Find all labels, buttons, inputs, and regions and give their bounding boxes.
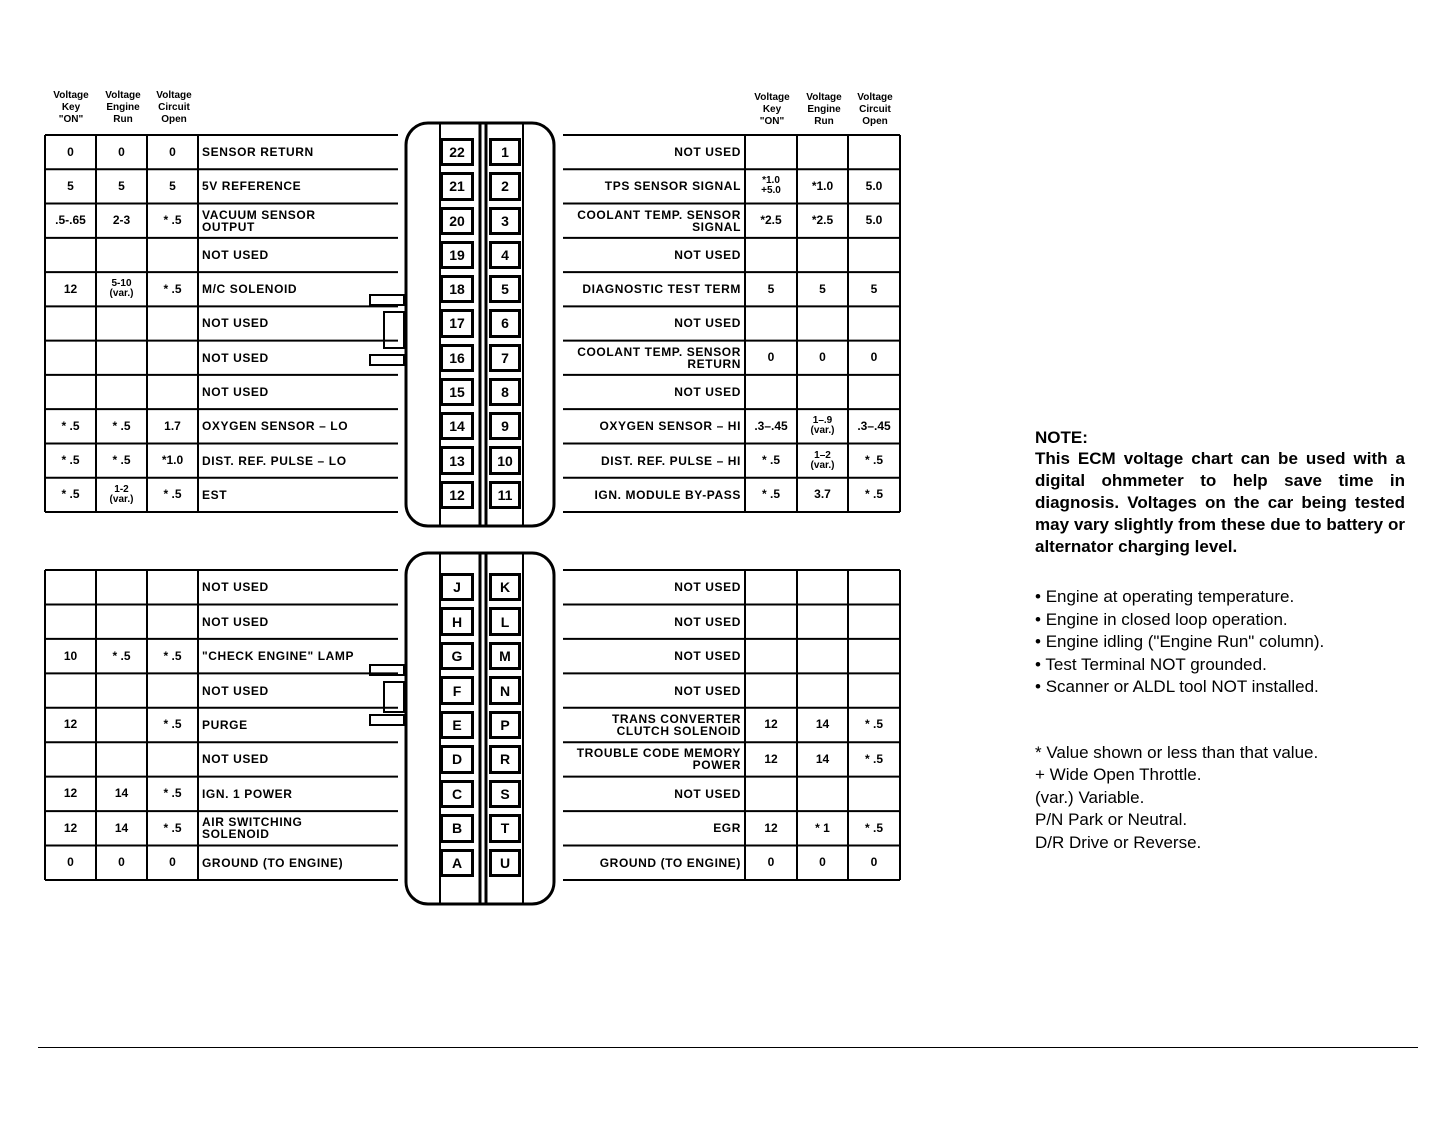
right-engine-run-cell	[797, 673, 848, 707]
pin-r: R	[489, 745, 521, 773]
left-circuit-label: NOT USED	[202, 752, 269, 767]
pin-15: 15	[440, 378, 474, 406]
left-engine-run-cell: 2-3	[112, 213, 131, 228]
left-circuit-open-cell	[147, 673, 198, 707]
left-key-on-cell: * .5	[61, 487, 80, 502]
left-circuit-label: NOT USED	[202, 580, 269, 595]
pin-f: F	[440, 676, 474, 704]
note-panel	[1035, 428, 1405, 854]
pin-u: U	[489, 849, 521, 877]
right-key-on-cell	[745, 375, 797, 409]
left-circuit-label: NOT USED	[202, 247, 269, 262]
note-body: This ECM voltage chart can be used with a digital ohmmeter to help save time in diagnosis. Voltages on the car being tested may vary slightly from these due to battery or alternator charging level.	[1035, 449, 1405, 556]
left-circuit-label: M/C SOLENOID	[202, 282, 298, 297]
right-key-on-cell: * .5	[761, 453, 780, 468]
right-key-on-cell	[745, 604, 797, 638]
left-circuit-open-cell	[147, 604, 198, 638]
right-circuit-open-cell: 0	[870, 855, 878, 870]
bottom-rule	[38, 1047, 1418, 1048]
left-circuit-label: "CHECK ENGINE" LAMP	[202, 649, 355, 664]
right-engine-run-cell: 1–2 (var.)	[810, 449, 835, 471]
left-circuit-open-cell	[147, 742, 198, 776]
right-circuit-open-cell: * .5	[864, 487, 883, 502]
right-key-on-cell: *1.0 +5.0	[761, 175, 781, 197]
left-engine-run-cell: * .5	[112, 418, 131, 433]
right-engine-run-cell: 3.7	[814, 487, 831, 502]
left-engine-run-cell	[96, 604, 147, 638]
right-engine-run-cell	[797, 777, 848, 811]
condition-item	[1035, 586, 1405, 609]
legend-symbol: (var.)	[1035, 787, 1074, 807]
left-engine-run-cell: 0	[118, 855, 125, 870]
right-key-on-cell	[745, 306, 797, 340]
right-circuit-open-cell	[848, 135, 900, 169]
pin-l: L	[489, 607, 521, 635]
left-header-0: Voltage Key "ON"	[53, 90, 89, 125]
pin-11: 11	[489, 481, 521, 509]
legend-text: Wide Open Throttle.	[1049, 765, 1202, 784]
left-circuit-label: AIR SWITCHING SOLENOID	[202, 815, 303, 842]
pin-j: J	[440, 573, 474, 601]
bullet-icon: •	[1035, 632, 1046, 651]
left-engine-run-cell: 14	[114, 786, 129, 801]
left-circuit-label: NOT USED	[202, 316, 269, 331]
conditions-list	[1035, 586, 1405, 699]
left-circuit-open-cell: 5	[169, 178, 176, 193]
pin-5: 5	[489, 275, 521, 303]
legend-text: Drive or Reverse.	[1069, 832, 1202, 852]
right-circuit-label: TPS SENSOR SIGNAL	[604, 179, 741, 194]
condition-item	[1035, 676, 1405, 699]
left-circuit-open-cell: * .5	[163, 281, 182, 296]
condition-text: Scanner or ALDL tool NOT installed.	[1045, 677, 1319, 696]
right-circuit-label: NOT USED	[674, 649, 741, 664]
right-key-on-cell	[745, 777, 797, 811]
pin-p: P	[489, 711, 521, 739]
pin-14: 14	[440, 412, 474, 440]
right-circuit-open-cell: * .5	[864, 453, 883, 468]
right-circuit-open-cell	[848, 238, 900, 272]
left-circuit-open-cell: * .5	[163, 820, 182, 835]
left-circuit-open-cell: * .5	[163, 213, 182, 228]
pin-6: 6	[489, 309, 521, 337]
right-circuit-open-cell	[848, 570, 900, 604]
right-engine-run-cell	[797, 639, 848, 673]
left-circuit-open-cell	[147, 341, 198, 375]
right-circuit-label: TROUBLE CODE MEMORY POWER	[576, 746, 741, 773]
left-key-on-cell	[45, 673, 96, 707]
pin-b: B	[440, 814, 474, 842]
left-key-on-cell: 5	[67, 178, 74, 193]
right-circuit-label: EGR	[713, 821, 741, 836]
left-key-on-cell: 0	[67, 144, 74, 159]
right-key-on-cell: 12	[764, 717, 778, 732]
left-key-on-cell	[45, 604, 96, 638]
pin-17: 17	[440, 309, 474, 337]
left-key-on-cell: .5-.65	[55, 213, 86, 228]
left-engine-run-cell	[96, 708, 147, 742]
left-circuit-open-cell: 1.7	[164, 418, 181, 433]
right-key-on-cell	[745, 238, 797, 272]
left-engine-run-cell: * .5	[112, 648, 131, 663]
pin-13: 13	[440, 446, 474, 474]
right-engine-run-cell: * 1	[815, 820, 830, 835]
pin-c: C	[440, 780, 474, 808]
left-circuit-label: OXYGEN SENSOR – LO	[202, 419, 349, 434]
right-circuit-open-cell: .3–.45	[857, 418, 891, 433]
condition-text: Engine idling ("Engine Run" column).	[1045, 632, 1325, 651]
legend-item	[1035, 787, 1405, 810]
pin-4: 4	[489, 241, 521, 269]
left-engine-run-cell	[96, 375, 147, 409]
right-engine-run-cell: 0	[819, 855, 826, 870]
right-circuit-open-cell: 0	[870, 350, 878, 365]
right-circuit-open-cell	[848, 673, 900, 707]
right-header-2: Voltage Circuit Open	[857, 92, 893, 127]
right-engine-run-cell: *2.5	[811, 213, 834, 228]
right-key-on-cell	[745, 570, 797, 604]
left-key-on-cell: * .5	[61, 418, 80, 433]
right-circuit-open-cell	[848, 777, 900, 811]
left-circuit-label: GROUND (TO ENGINE)	[202, 855, 344, 870]
right-engine-run-cell	[797, 306, 848, 340]
legend-item	[1035, 764, 1405, 787]
pin-d: D	[440, 745, 474, 773]
left-key-on-cell	[45, 375, 96, 409]
left-circuit-open-cell: *1.0	[161, 453, 184, 468]
right-key-on-cell	[745, 135, 797, 169]
legend-symbol: *	[1035, 742, 1042, 762]
pin-20: 20	[440, 207, 474, 235]
left-circuit-label: NOT USED	[202, 350, 269, 365]
left-circuit-open-cell	[147, 238, 198, 272]
pin-7: 7	[489, 344, 521, 372]
legend-text: Park or Neutral.	[1068, 810, 1188, 829]
pin-a: A	[440, 849, 474, 877]
right-key-on-cell: .3–.45	[754, 418, 788, 433]
left-key-on-cell: 12	[63, 820, 78, 835]
legend-symbol: P/N	[1035, 810, 1064, 829]
pin-3: 3	[489, 207, 521, 235]
right-engine-run-cell	[797, 238, 848, 272]
left-key-on-cell	[45, 306, 96, 340]
left-circuit-open-cell: 0	[169, 144, 176, 159]
left-engine-run-cell: 0	[118, 144, 125, 159]
right-key-on-cell: 0	[767, 350, 775, 365]
legend-item	[1035, 742, 1405, 765]
right-header-1: Voltage Engine Run	[806, 92, 842, 127]
pin-m: M	[489, 642, 521, 670]
left-engine-run-cell	[96, 306, 147, 340]
left-circuit-label: NOT USED	[202, 683, 269, 698]
pin-12: 12	[440, 481, 474, 509]
right-key-on-cell: 12	[764, 820, 778, 835]
pin-n: N	[489, 676, 521, 704]
pin-h: H	[440, 607, 474, 635]
right-circuit-label: DIAGNOSTIC TEST TERM	[582, 282, 741, 297]
left-circuit-label: PURGE	[202, 717, 248, 732]
right-circuit-open-cell	[848, 375, 900, 409]
right-circuit-open-cell: 5.0	[865, 213, 883, 228]
left-circuit-open-cell: * .5	[163, 648, 182, 663]
left-engine-run-cell: 5	[118, 178, 125, 193]
right-circuit-label: NOT USED	[674, 683, 741, 698]
right-key-on-cell: 5	[767, 281, 775, 296]
right-key-on-cell	[745, 673, 797, 707]
condition-text: Test Terminal NOT grounded.	[1045, 654, 1267, 674]
left-circuit-label: IGN. 1 POWER	[202, 786, 293, 801]
left-engine-run-cell	[96, 238, 147, 272]
left-key-on-cell: 12	[63, 786, 78, 801]
left-circuit-open-cell	[147, 570, 198, 604]
right-header-0: Voltage Key "ON"	[754, 92, 790, 127]
bullet-icon: •	[1035, 677, 1046, 696]
left-header-1: Voltage Engine Run	[105, 90, 141, 125]
left-key-on-cell: * .5	[61, 453, 80, 468]
left-circuit-label: EST	[202, 487, 228, 502]
pin-2: 2	[489, 172, 521, 200]
right-circuit-open-cell: 5	[870, 281, 878, 296]
right-engine-run-cell	[797, 570, 848, 604]
right-circuit-label: DIST. REF. PULSE – HI	[601, 453, 741, 468]
right-circuit-label: OXYGEN SENSOR – HI	[599, 419, 741, 434]
legend-list	[1035, 742, 1405, 855]
right-circuit-label: COOLANT TEMP. SENSOR SIGNAL	[577, 207, 741, 234]
left-circuit-open-cell: * .5	[163, 786, 182, 801]
left-circuit-label: NOT USED	[202, 385, 269, 400]
left-engine-run-cell: * .5	[112, 453, 131, 468]
right-circuit-open-cell: * .5	[864, 717, 883, 732]
right-circuit-label: NOT USED	[674, 385, 741, 400]
pin-22: 22	[440, 138, 474, 166]
pin-t: T	[489, 814, 521, 842]
right-engine-run-cell	[797, 135, 848, 169]
note-title: NOTE:	[1035, 428, 1088, 447]
right-engine-run-cell: *1.0	[811, 178, 834, 193]
right-circuit-open-cell	[848, 639, 900, 673]
left-engine-run-cell: 1-2 (var.)	[109, 483, 134, 505]
right-circuit-open-cell: * .5	[864, 751, 883, 766]
pin-16: 16	[440, 344, 474, 372]
right-engine-run-cell: 14	[815, 751, 830, 766]
pin-g: G	[440, 642, 474, 670]
right-circuit-label: COOLANT TEMP. SENSOR RETURN	[577, 344, 741, 371]
right-circuit-label: TRANS CONVERTER CLUTCH SOLENOID	[611, 711, 741, 738]
condition-item	[1035, 609, 1405, 632]
left-engine-run-cell	[96, 570, 147, 604]
bullet-icon: •	[1035, 609, 1046, 629]
legend-symbol: +	[1035, 765, 1045, 784]
right-key-on-cell: 12	[764, 751, 778, 766]
bullet-icon: •	[1035, 654, 1046, 674]
pin-1: 1	[489, 138, 521, 166]
left-circuit-open-cell	[147, 375, 198, 409]
legend-item	[1035, 832, 1405, 855]
right-key-on-cell: 0	[767, 855, 775, 870]
legend-text: Value shown or less than that value.	[1046, 742, 1319, 762]
pin-21: 21	[440, 172, 474, 200]
left-circuit-open-cell	[147, 306, 198, 340]
pin-8: 8	[489, 378, 521, 406]
right-engine-run-cell: 14	[815, 717, 830, 732]
left-engine-run-cell	[96, 742, 147, 776]
pin-18: 18	[440, 275, 474, 303]
left-engine-run-cell: 5-10 (var.)	[109, 278, 134, 300]
right-circuit-label: NOT USED	[674, 786, 741, 801]
left-circuit-label: SENSOR RETURN	[202, 145, 314, 160]
right-engine-run-cell	[797, 604, 848, 638]
left-engine-run-cell	[96, 673, 147, 707]
right-circuit-label: NOT USED	[674, 145, 741, 160]
legend-item	[1035, 809, 1405, 832]
right-circuit-label: NOT USED	[674, 247, 741, 262]
left-circuit-open-cell: * .5	[163, 487, 182, 502]
right-engine-run-cell: 1–.9 (var.)	[810, 415, 835, 437]
right-engine-run-cell: 0	[819, 350, 826, 365]
left-circuit-label: DIST. REF. PULSE – LO	[202, 453, 347, 468]
condition-text: Engine in closed loop operation.	[1045, 609, 1288, 629]
right-engine-run-cell	[797, 375, 848, 409]
condition-text: Engine at operating temperature.	[1045, 587, 1295, 606]
right-circuit-open-cell	[848, 604, 900, 638]
right-engine-run-cell: 5	[819, 281, 826, 296]
right-key-on-cell: *2.5	[760, 213, 782, 228]
right-circuit-label: IGN. MODULE BY-PASS	[594, 487, 741, 502]
right-circuit-label: GROUND (TO ENGINE)	[599, 855, 741, 870]
legend-text: Variable.	[1078, 787, 1145, 807]
right-circuit-open-cell: * .5	[864, 820, 883, 835]
pin-10: 10	[489, 446, 521, 474]
left-circuit-label: VACUUM SENSOR OUTPUT	[202, 207, 316, 234]
left-engine-run-cell	[96, 341, 147, 375]
bullet-icon: •	[1035, 587, 1046, 606]
left-engine-run-cell: 14	[114, 820, 129, 835]
right-key-on-cell: * .5	[761, 487, 780, 502]
right-key-on-cell	[745, 639, 797, 673]
pin-19: 19	[440, 241, 474, 269]
condition-item	[1035, 631, 1405, 654]
legend-symbol: D/R	[1035, 832, 1065, 852]
left-circuit-open-cell: * .5	[163, 717, 182, 732]
left-key-on-cell: 0	[67, 855, 74, 870]
left-circuit-label: NOT USED	[202, 614, 269, 629]
right-circuit-label: NOT USED	[674, 316, 741, 331]
left-key-on-cell	[45, 238, 96, 272]
left-circuit-label: 5V REFERENCE	[202, 179, 302, 194]
left-key-on-cell	[45, 570, 96, 604]
left-circuit-open-cell: 0	[169, 855, 176, 870]
left-key-on-cell: 10	[63, 648, 78, 663]
condition-item	[1035, 654, 1405, 677]
pin-s: S	[489, 780, 521, 808]
right-circuit-label: NOT USED	[674, 580, 741, 595]
right-circuit-label: NOT USED	[674, 614, 741, 629]
left-key-on-cell	[45, 742, 96, 776]
left-key-on-cell: 12	[63, 717, 78, 732]
left-header-2: Voltage Circuit Open	[156, 90, 192, 125]
pin-e: E	[440, 711, 474, 739]
left-key-on-cell: 12	[63, 281, 78, 296]
left-key-on-cell	[45, 341, 96, 375]
right-circuit-open-cell: 5.0	[865, 178, 883, 193]
right-circuit-open-cell	[848, 306, 900, 340]
pin-9: 9	[489, 412, 521, 440]
pin-k: K	[489, 573, 521, 601]
